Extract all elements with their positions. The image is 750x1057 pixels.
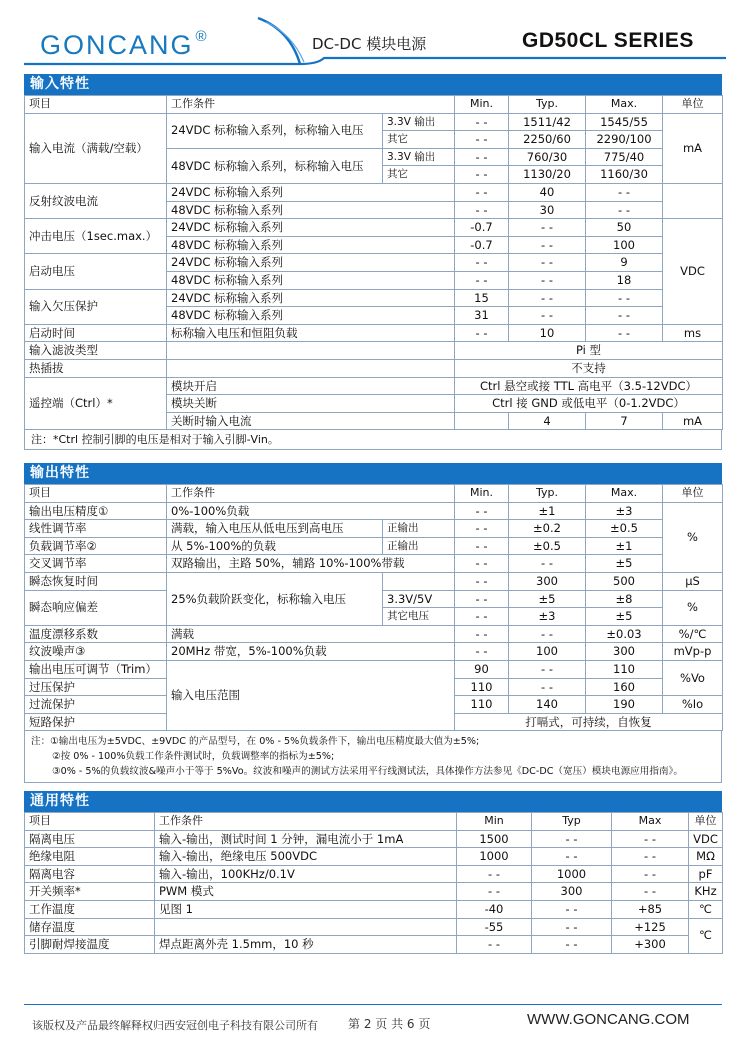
table-row xyxy=(25,359,723,377)
cell-max: 18 xyxy=(586,271,663,289)
cell-condition: 输入-输出，测试时间 1 分钟，漏电流小于 1mA xyxy=(155,830,457,848)
cell-min: - - xyxy=(455,625,509,643)
cell-value: 不支持 xyxy=(455,359,723,377)
row-label: 输出电压精度① xyxy=(25,502,167,520)
cell-max: 300 xyxy=(586,643,663,661)
cell-min: - - xyxy=(455,148,509,166)
cell-typ: - - xyxy=(509,555,586,573)
cell-max: - - xyxy=(586,324,663,342)
cell-max: ±1 xyxy=(586,537,663,555)
cell-max: 160 xyxy=(586,678,663,696)
cell-condition: 0%-100%负载 xyxy=(167,502,455,520)
row-label: 引脚耐焊接温度 xyxy=(25,936,155,954)
cell-unit: KHz xyxy=(689,883,723,901)
col-condition: 工作条件 xyxy=(167,96,455,114)
cell-typ: - - xyxy=(532,830,612,848)
cell-condition: 24VDC 标称输入系列 xyxy=(167,289,455,307)
cell-min: -0.7 xyxy=(455,219,509,237)
cell-max: +85 xyxy=(612,900,689,918)
cell-min: - - xyxy=(457,883,532,901)
cell-max: 2290/100 xyxy=(586,131,663,149)
footer-divider xyxy=(24,1004,722,1005)
output-note-3: ③0% - 5%的负载纹波&噪声小于等于 5%Vo。纹波和噪声的测试方法采用平行线测试法，具体操作方法参见《DC-DC（宽压）模块电源应用指南》。 xyxy=(52,766,683,778)
cell-max: - - xyxy=(612,883,689,901)
cell-typ: ±1 xyxy=(509,502,586,520)
cell-subcondition xyxy=(383,572,455,590)
cell-min: - - xyxy=(457,865,532,883)
cell-min: - - xyxy=(455,502,509,520)
cell-unit: mA xyxy=(663,113,723,183)
cell-typ: 100 xyxy=(509,643,586,661)
row-label: 隔离电压 xyxy=(25,830,155,848)
table-header-row xyxy=(25,96,723,114)
table-row xyxy=(25,883,723,901)
cell-typ: - - xyxy=(509,219,586,237)
cell-max: 1545/55 xyxy=(586,113,663,131)
table-row xyxy=(25,625,723,643)
cell-typ: - - xyxy=(509,678,586,696)
input-section xyxy=(24,74,722,450)
cell-min: - - xyxy=(455,201,509,219)
cell-max: 9 xyxy=(586,254,663,272)
document-subtitle: DC-DC 模块电源 xyxy=(312,35,427,53)
cell-unit: % xyxy=(663,502,723,572)
table-row xyxy=(25,643,723,661)
cell-min: - - xyxy=(455,590,509,608)
cell-subcondition: 其它 xyxy=(383,166,455,184)
col-unit: 单位 xyxy=(689,813,723,831)
col-min: Min. xyxy=(455,96,509,114)
cell-min: - - xyxy=(455,271,509,289)
row-label: 工作温度 xyxy=(25,900,155,918)
col-typ: Typ. xyxy=(509,96,586,114)
row-label: 短路保护 xyxy=(25,713,167,731)
col-max: Max xyxy=(612,813,689,831)
series-title: GD50CL SERIES xyxy=(522,29,694,52)
table-row xyxy=(25,254,723,272)
cell-max: - - xyxy=(612,830,689,848)
cell-min: 1000 xyxy=(457,848,532,866)
output-table xyxy=(24,484,723,731)
cell-max: - - xyxy=(586,201,663,219)
row-label: 启动时间 xyxy=(25,324,167,342)
footer-page-number: 第 2 页 共 6 页 xyxy=(348,1017,431,1031)
cell-typ: - - xyxy=(509,307,586,325)
cell-max: - - xyxy=(586,183,663,201)
input-section-title: 输入特性 xyxy=(24,74,722,95)
cell-condition: 双路输出，主路 50%，辅路 10%-100%带载 xyxy=(167,555,455,573)
cell-max: 100 xyxy=(586,236,663,254)
table-row xyxy=(25,324,723,342)
cell-max: - - xyxy=(586,307,663,325)
cell-min: 90 xyxy=(455,660,509,678)
table-row xyxy=(25,289,723,307)
cell-min: -55 xyxy=(457,918,532,936)
cell-max: - - xyxy=(612,865,689,883)
row-label: 纹波噪声③ xyxy=(25,643,167,661)
cell-typ: - - xyxy=(509,660,586,678)
cell-condition: 满载，输入电压从低电压到高电压 xyxy=(167,520,383,538)
cell-subcondition: 其它 xyxy=(383,131,455,149)
cell-condition xyxy=(167,342,455,360)
row-label: 输出电压可调节（Trim） xyxy=(25,660,167,678)
cell-max: ±0.03 xyxy=(586,625,663,643)
cell-typ: - - xyxy=(509,254,586,272)
row-label: 热插拔 xyxy=(25,359,167,377)
cell-subcondition: 正输出 xyxy=(383,520,455,538)
table-row xyxy=(25,865,723,883)
col-unit: 单位 xyxy=(663,485,723,503)
table-row xyxy=(25,342,723,360)
table-row xyxy=(25,572,723,590)
cell-unit: ℃ xyxy=(689,900,723,918)
cell-min: - - xyxy=(455,520,509,538)
cell-typ: - - xyxy=(532,900,612,918)
row-label: 冲击电压（1sec.max.） xyxy=(25,219,167,254)
row-label: 储存温度 xyxy=(25,918,155,936)
footer-copyright: 该版权及产品最终解释权归西安冠创电子科技有限公司所有 xyxy=(32,1019,318,1032)
cell-condition: 48VDC 标称输入系列 xyxy=(167,271,455,289)
col-condition: 工作条件 xyxy=(155,813,457,831)
cell-condition: 24VDC 标称输入系列 xyxy=(167,219,455,237)
row-label: 瞬态响应偏差 xyxy=(25,590,167,625)
cell-unit: % xyxy=(663,590,723,625)
cell-max: 7 xyxy=(586,412,663,430)
row-label: 输入电流（满载/空载） xyxy=(25,113,167,183)
table-row xyxy=(25,830,723,848)
cell-condition: 标称输入电压和恒阻负载 xyxy=(167,324,455,342)
row-label: 反射纹波电流 xyxy=(25,183,167,218)
cell-max: ±5 xyxy=(586,608,663,626)
cell-typ: 1511/42 xyxy=(509,113,586,131)
cell-min: - - xyxy=(455,166,509,184)
col-unit: 单位 xyxy=(663,96,723,114)
row-label: 绝缘电阻 xyxy=(25,848,155,866)
cell-condition: 输入电压范围 xyxy=(167,660,455,730)
cell-min: 110 xyxy=(455,678,509,696)
cell-min: 1500 xyxy=(457,830,532,848)
cell-condition: 24VDC 标称输入系列 xyxy=(167,254,455,272)
cell-unit: VDC xyxy=(663,219,723,325)
cell-typ: ±0.5 xyxy=(509,537,586,555)
cell-subcondition: 正输出 xyxy=(383,537,455,555)
page-header xyxy=(0,0,750,68)
cell-max: ±0.5 xyxy=(586,520,663,538)
cell-condition: PWM 模式 xyxy=(155,883,457,901)
cell-max: ±3 xyxy=(586,502,663,520)
cell-subcondition: 3.3V 输出 xyxy=(383,148,455,166)
row-label: 启动电压 xyxy=(25,254,167,289)
cell-typ: - - xyxy=(532,936,612,954)
col-item: 项目 xyxy=(25,485,167,503)
cell-typ: 1130/20 xyxy=(509,166,586,184)
cell-condition xyxy=(167,359,455,377)
cell-unit: mA xyxy=(663,412,723,430)
cell-min: -40 xyxy=(457,900,532,918)
cell-condition: 输入-输出，100KHz/0.1V xyxy=(155,865,457,883)
row-label: 过流保护 xyxy=(25,696,167,714)
col-typ: Typ xyxy=(532,813,612,831)
cell-unit: %Io xyxy=(663,696,723,714)
cell-typ: 760/30 xyxy=(509,148,586,166)
col-max: Max. xyxy=(586,96,663,114)
col-condition: 工作条件 xyxy=(167,485,455,503)
cell-condition: 见图 1 xyxy=(155,900,457,918)
general-section xyxy=(24,791,722,954)
cell-min: 31 xyxy=(455,307,509,325)
general-section-title: 通用特性 xyxy=(24,791,722,812)
cell-max: 775/40 xyxy=(586,148,663,166)
cell-min: - - xyxy=(455,254,509,272)
table-row xyxy=(25,113,723,131)
row-label: 交叉调节率 xyxy=(25,555,167,573)
table-row xyxy=(25,936,723,954)
cell-subcondition: 3.3V/5V xyxy=(383,590,455,608)
cell-typ: 2250/60 xyxy=(509,131,586,149)
cell-typ: - - xyxy=(509,236,586,254)
cell-max: 500 xyxy=(586,572,663,590)
table-row xyxy=(25,848,723,866)
cell-max: - - xyxy=(612,848,689,866)
table-row xyxy=(25,520,723,538)
col-max: Max. xyxy=(586,485,663,503)
cell-max: 110 xyxy=(586,660,663,678)
cell-unit: VDC xyxy=(689,830,723,848)
cell-condition: 焊点距离外壳 1.5mm，10 秒 xyxy=(155,936,457,954)
cell-subcondition: 3.3V 输出 xyxy=(383,113,455,131)
cell-typ: 40 xyxy=(509,183,586,201)
row-label: 瞬态恢复时间 xyxy=(25,572,167,590)
cell-max: ±8 xyxy=(586,590,663,608)
cell-unit: ℃ xyxy=(689,918,723,953)
footer-website-link[interactable]: WWW.GONCANG.COM xyxy=(527,1011,690,1028)
cell-min: - - xyxy=(455,131,509,149)
output-note-1: 注：①输出电压为±5VDC、±9VDC 的产品型号，在 0% - 5%负载条件下，输出电压精度最大值为±5%; xyxy=(31,736,480,748)
cell-condition: 48VDC 标称输入系列 xyxy=(167,307,455,325)
cell-condition: 25%负载阶跃变化，标称输入电压 xyxy=(167,572,383,625)
cell-min: 15 xyxy=(455,289,509,307)
cell-min: - - xyxy=(455,324,509,342)
output-notes xyxy=(24,731,722,783)
cell-min: 110 xyxy=(455,696,509,714)
cell-typ: 4 xyxy=(509,412,586,430)
cell-typ: 30 xyxy=(509,201,586,219)
cell-min: - - xyxy=(455,183,509,201)
cell-condition: 从 5%-100%的负载 xyxy=(167,537,383,555)
cell-typ: 300 xyxy=(532,883,612,901)
table-header-row xyxy=(25,813,723,831)
cell-unit: %Vo xyxy=(663,660,723,695)
table-row xyxy=(25,377,723,395)
row-label: 遥控端（Ctrl）* xyxy=(25,377,167,430)
cell-condition xyxy=(155,918,457,936)
cell-condition: 48VDC 标称输入系列 xyxy=(167,236,455,254)
cell-typ: - - xyxy=(532,848,612,866)
cell-max: +125 xyxy=(612,918,689,936)
cell-typ: 140 xyxy=(509,696,586,714)
row-label: 开关频率* xyxy=(25,883,155,901)
cell-max: 1160/30 xyxy=(586,166,663,184)
cell-typ: - - xyxy=(509,625,586,643)
cell-max: 50 xyxy=(586,219,663,237)
cell-value: 打嗝式，可持续，自恢复 xyxy=(455,713,723,731)
table-row xyxy=(25,219,723,237)
table-row xyxy=(25,660,723,678)
cell-condition: 输入-输出，绝缘电压 500VDC xyxy=(155,848,457,866)
output-section-title: 输出特性 xyxy=(24,463,722,484)
col-typ: Typ. xyxy=(509,485,586,503)
table-row xyxy=(25,918,723,936)
company-logo: GONCANG ® xyxy=(40,28,209,60)
output-note-2: ②按 0% - 100%负载工作条件测试时，负载调整率的指标为±5%; xyxy=(52,751,335,763)
cell-unit: MΩ xyxy=(689,848,723,866)
cell-min: - - xyxy=(455,555,509,573)
table-row xyxy=(25,502,723,520)
cell-unit: μS xyxy=(663,572,723,590)
cell-condition: 满载 xyxy=(167,625,455,643)
cell-max: - - xyxy=(586,289,663,307)
cell-unit: pF xyxy=(689,865,723,883)
cell-min xyxy=(455,412,509,430)
cell-min: - - xyxy=(455,572,509,590)
input-note: 注：*Ctrl 控制引脚的电压是相对于输入引脚-Vin。 xyxy=(24,430,722,450)
table-row xyxy=(25,183,723,201)
cell-value: Pi 型 xyxy=(455,342,723,360)
output-section xyxy=(24,463,722,783)
table-row xyxy=(25,555,723,573)
cell-max: 190 xyxy=(586,696,663,714)
cell-condition: 24VDC 标称输入系列 xyxy=(167,183,455,201)
cell-typ: ±5 xyxy=(509,590,586,608)
cell-condition: 48VDC 标称输入系列，标称输入电压 xyxy=(167,148,383,183)
cell-subcondition: 其它电压 xyxy=(383,608,455,626)
cell-typ: 300 xyxy=(509,572,586,590)
table-row xyxy=(25,900,723,918)
col-min: Min xyxy=(457,813,532,831)
cell-value: Ctrl 接 GND 或低电平（0-1.2VDC） xyxy=(455,395,723,413)
row-label: 负载调节率② xyxy=(25,537,167,555)
cell-max: +300 xyxy=(612,936,689,954)
cell-typ: - - xyxy=(509,289,586,307)
row-label: 输入滤波类型 xyxy=(25,342,167,360)
input-table xyxy=(24,95,723,430)
general-table xyxy=(24,812,723,954)
cell-typ: - - xyxy=(532,918,612,936)
cell-condition: 关断时输入电流 xyxy=(167,412,455,430)
cell-condition: 模块关断 xyxy=(167,395,455,413)
row-label: 隔离电容 xyxy=(25,865,155,883)
col-min: Min. xyxy=(455,485,509,503)
cell-unit: %/℃ xyxy=(663,625,723,643)
cell-max: ±5 xyxy=(586,555,663,573)
cell-value: Ctrl 悬空或接 TTL 高电平（3.5-12VDC） xyxy=(455,377,723,395)
cell-typ: ±0.2 xyxy=(509,520,586,538)
cell-unit: ms xyxy=(663,324,723,342)
cell-typ: ±3 xyxy=(509,608,586,626)
cell-unit: mVp-p xyxy=(663,643,723,661)
row-label: 输入欠压保护 xyxy=(25,289,167,324)
table-header-row xyxy=(25,485,723,503)
cell-typ: - - xyxy=(509,271,586,289)
cell-min: - - xyxy=(457,936,532,954)
cell-condition: 模块开启 xyxy=(167,377,455,395)
cell-condition: 24VDC 标称输入系列，标称输入电压 xyxy=(167,113,383,148)
row-label: 过压保护 xyxy=(25,678,167,696)
row-label: 温度漂移系数 xyxy=(25,625,167,643)
cell-typ: 1000 xyxy=(532,865,612,883)
row-label: 线性调节率 xyxy=(25,520,167,538)
table-row xyxy=(25,537,723,555)
cell-min: -0.7 xyxy=(455,236,509,254)
cell-min: - - xyxy=(455,608,509,626)
cell-min: - - xyxy=(455,643,509,661)
col-item: 项目 xyxy=(25,96,167,114)
cell-unit xyxy=(663,183,723,218)
cell-condition: 48VDC 标称输入系列 xyxy=(167,201,455,219)
cell-min: - - xyxy=(455,113,509,131)
col-item: 项目 xyxy=(25,813,155,831)
cell-typ: 10 xyxy=(509,324,586,342)
cell-condition: 20MHz 带宽，5%-100%负载 xyxy=(167,643,455,661)
cell-min: - - xyxy=(455,537,509,555)
